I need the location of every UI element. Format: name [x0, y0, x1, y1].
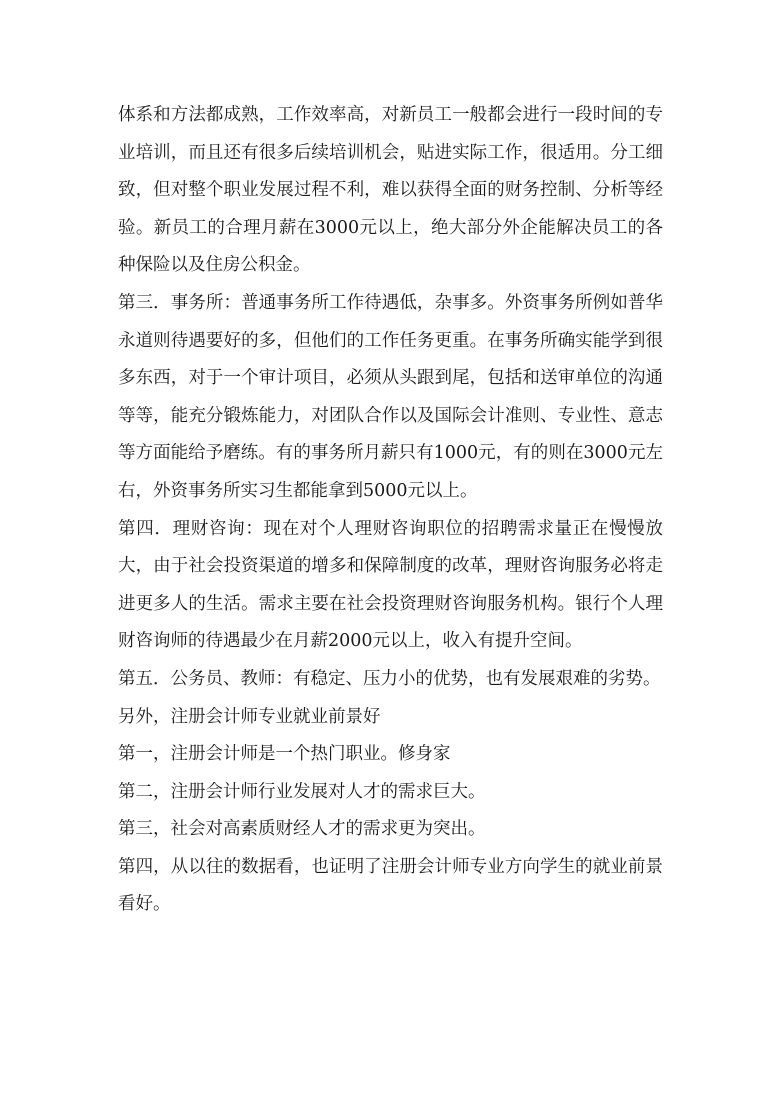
paragraph-accounting-firm: 第三．事务所：普通事务所工作待遇低，杂事多。外资事务所例如普华永道则待遇要好的多，但他们的工作任务更重。在事务所确实能学到很多东西，对于一个审计项目，必须从头跟到尾，包括和送审单位的沟通等等，能充分锻炼能力，对团队合作以及国际会计准则、专业性、意志等方面能给予磨练。有的事务所月薪只有1000元，有的则在3000元左右，外资事务所实习生都能拿到5000元以上。 — [118, 292, 663, 501]
list-item-third: 第三，社会对高素质财经人才的需求更为突出。 — [118, 819, 486, 840]
document-body — [118, 97, 663, 924]
paragraph-civil-servant-teacher: 第五．公务员、教师：有稳定、压力小的优势，也有发展艰难的劣势。 — [118, 668, 661, 689]
paragraph-foreign-enterprise: 体系和方法都成熟，工作效率高，对新员工一般都会进行一段时间的专业培训，而且还有很多后续培训机会，贴进实际工作，很适用。分工细致，但对整个职业发展过程不利，难以获得全面的财务控制、分析等经验。新员工的合理月薪在3000元以上，绝大部分外企能解决员工的各种保险以及住房公积金。 — [118, 105, 663, 276]
list-item-first: 第一，注册会计师是一个热门职业。修身家 — [118, 744, 451, 765]
list-item-fourth: 第四，从以往的数据看，也证明了注册会计师专业方向学生的就业前景看好。 — [118, 856, 663, 915]
list-item-second: 第二，注册会计师行业发展对人才的需求巨大。 — [118, 781, 486, 802]
paragraph-cpa-prospects: 另外，注册会计师专业就业前景好 — [118, 706, 381, 727]
paragraph-financial-consulting: 第四．理财咨询：现在对个人理财咨询职位的招聘需求量正在慢慢放大，由于社会投资渠道的增多和保障制度的改革，理财咨询服务必将走进更多人的生活。需求主要在社会投资理财咨询服务机构。银行个人理财咨询师的待遇最少在月薪2000元以上，收入有提升空间。 — [118, 518, 663, 652]
